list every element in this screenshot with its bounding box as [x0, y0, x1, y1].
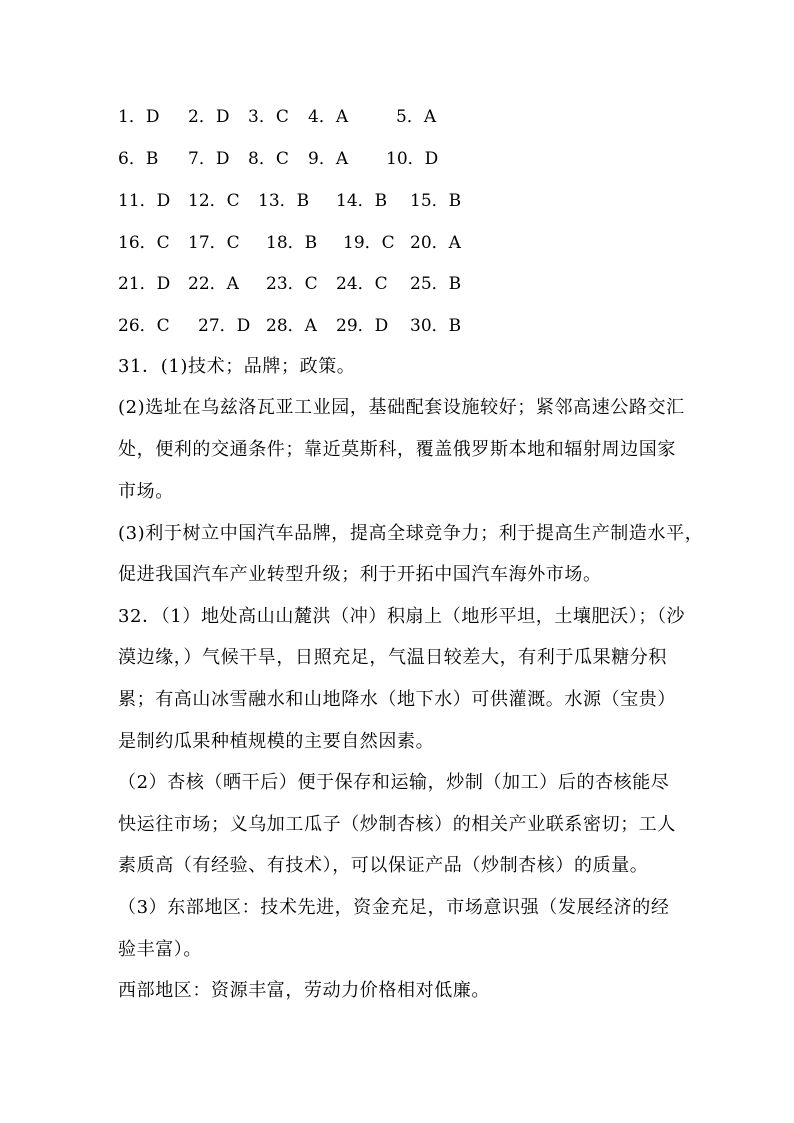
q31-part3-line1: (3)利于树立中国汽车品牌，提高全球竞争力；利于提高生产制造水平， — [118, 523, 704, 544]
mc-answer: 4．A — [308, 107, 349, 127]
mc-answer: 1．D — [118, 107, 160, 127]
mc-answer: 2．D — [188, 107, 230, 127]
q32-part3-line2: 验丰富）。 — [118, 939, 202, 960]
mc-answer: 28．A — [266, 316, 317, 336]
mc-answer: 8．C — [248, 149, 289, 169]
q32-part3-line1: （3）东部地区：技术先进，资金充足，市场意识强（发展经济的经 — [118, 897, 670, 918]
mc-answer: 3．C — [248, 107, 289, 127]
mc-answer: 5．A — [396, 107, 437, 127]
mc-answer: 6．B — [118, 149, 159, 169]
mc-answer: 17．C — [188, 233, 240, 253]
mc-answer: 10．D — [386, 149, 439, 169]
q32-part1-line1: 32．（1）地处高山山麓洪（冲）积扇上（地形平坦，土壤肥沃）；（沙 — [118, 606, 686, 627]
q31-part2-line2: 处，便利的交通条件；靠近莫斯科，覆盖俄罗斯本地和辐射周边国家 — [118, 439, 676, 460]
mc-answer: 13．B — [258, 191, 310, 211]
q32-part3-line3: 西部地区：资源丰富，劳动力价格相对低廉。 — [118, 980, 490, 1001]
mc-answer: 29．D — [336, 316, 389, 336]
mc-answer: 24．C — [336, 274, 388, 294]
q31-part3-line2: 促进我国汽车产业转型升级；利于开拓中国汽车海外市场。 — [118, 564, 602, 585]
mc-answer: 9．A — [308, 149, 349, 169]
q31-part2-line3: 市场。 — [118, 481, 174, 502]
q32-part2-line3: 素质高（有经验、有技术），可以保证产品（炒制杏核）的质量。 — [118, 855, 649, 876]
mc-answer: 30．B — [410, 316, 462, 336]
mc-answer: 14．B — [336, 191, 388, 211]
q31-part1: 31．(1)技术；品牌；政策。 — [118, 356, 356, 377]
mc-answer: 22．A — [188, 274, 239, 294]
q32-part1-line2: 漠边缘，）气候干旱，日照充足，气温日较差大，有利于瓜果糖分积 — [118, 647, 667, 668]
mc-answer: 7．D — [188, 149, 230, 169]
mc-answer: 16．C — [118, 233, 170, 253]
mc-answer: 21．D — [118, 274, 171, 294]
mc-answer: 27．D — [198, 316, 251, 336]
q31-part2-line1: (2)选址在乌兹洛瓦亚工业园，基础配套设施较好；紧邻高速公路交汇 — [118, 397, 685, 418]
mc-answer: 18．B — [266, 233, 318, 253]
mc-answer: 25．B — [410, 274, 462, 294]
mc-answer: 12．C — [188, 191, 240, 211]
mc-answer: 15．B — [410, 191, 462, 211]
mc-answer: 11．D — [118, 191, 171, 211]
q32-part2-line1: （2）杏核（晒干后）便于保存和运输，炒制（加工）后的杏核能尽 — [118, 772, 670, 793]
mc-answer: 20．A — [410, 233, 461, 253]
q32-part2-line2: 快运往市场；义乌加工瓜子（炒制杏核）的相关产业联系密切；工人 — [118, 814, 676, 835]
mc-answer: 23．C — [266, 274, 318, 294]
mc-answer: 26．C — [118, 316, 170, 336]
q32-part1-line3: 累；有高山冰雪融水和山地降水（地下水）可供灌溉。水源（宝贵） — [118, 689, 676, 710]
mc-answer: 19．C — [343, 233, 395, 253]
q32-part1-line4: 是制约瓜果种植规模的主要自然因素。 — [118, 731, 435, 752]
